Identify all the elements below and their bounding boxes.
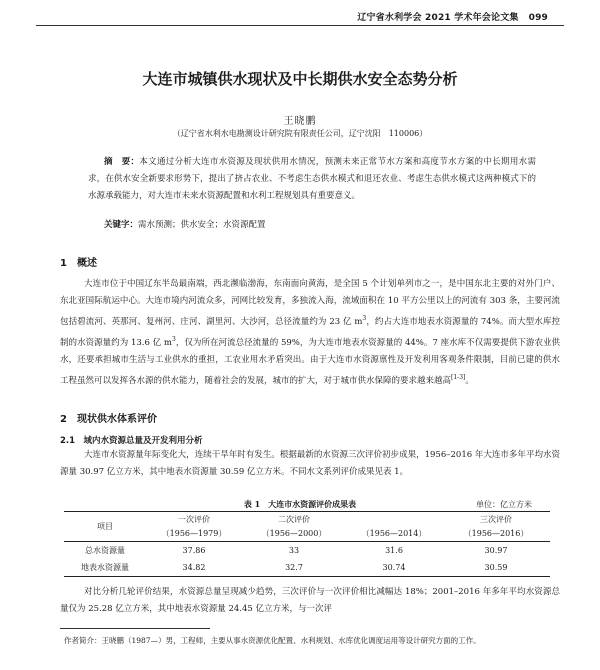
section-heading-overview: 1 概述 [60, 258, 97, 269]
overview-text-end: 。 [465, 375, 474, 386]
table-header-item: 项目 [64, 512, 146, 542]
paragraph-comparison: 对比分析几轮评价结果，水资源总量呈现减少趋势，三次评价与一次评价相比减幅达 18%；2001–2016 年多年平均水资源总量仅为 25.28 亿立方米，其中地表水资源量 24.45 亿立方米，与一次评 [60, 587, 560, 614]
keywords-label: 关键字： [104, 220, 139, 230]
section-heading-evaluation: 2 现状供水体系评价 [60, 414, 157, 425]
table-cell: 34.82 [146, 559, 242, 577]
table-col-header: 三次评价 [442, 512, 550, 527]
table-row [64, 559, 550, 577]
table-col-period: （1956—2000） [242, 526, 346, 542]
running-head [357, 10, 548, 23]
keywords-text: 需水预测；供水安全；水资源配置 [138, 220, 266, 230]
table-col-period: （1956—2016） [442, 526, 550, 542]
table-cell: 33 [288, 546, 300, 555]
abstract [88, 154, 536, 205]
table-caption: 表 1 大连市水资源评价成果表 [243, 499, 357, 509]
page-number: 099 [528, 13, 548, 23]
subsection-heading: 2.1 域内水资源总量及开发利用分析 [60, 436, 203, 446]
author-affiliation: （辽宁省水利水电勘测设计研究院有限责任公司，辽宁沈阳 110006） [172, 129, 428, 138]
table-cell: 30.59 [442, 559, 550, 577]
table-cell: 37.86 [182, 546, 206, 555]
table-col-header: 一次评价 [146, 512, 242, 527]
overview-text-a: 大连市位于中国辽东半岛最南端，西北濒临渤海，东南面向黄海，是全国 5 个计划单列市之一，是中国东北主要的对外门户、东北亚国际航运中心。大连市境内河流众多，河网比较发育，多独流入海，流域面积在 10 平方公里以上的河流有 303 条，主要河流包括碧流河、英那河、复州河、庄河、湖里河、大沙河，总径流量约为 23 亿 m [60, 279, 560, 327]
journal-name: 辽宁省水利学会 2021 学术年会论文集 [357, 13, 519, 23]
abstract-label: 摘 要： [104, 157, 140, 167]
author-footnote: 作者简介：王晓鹏（1987—）男，工程师，主要从事水资源优化配置、水利规划、水库优化调度运用等设计研究方面的工作。 [64, 636, 481, 645]
author-name: 王晓鹏 [283, 116, 317, 127]
paragraph-water-resources: 大连市水资源量年际变化大，连续干旱年时有发生。根据最新的水资源三次评价初步成果，1956–2016 年大连市多年平均水资源量 30.97 亿立方米，其中地表水资源量 30.59 亿立方米。不同水文系列评价成果见表 1。 [60, 450, 560, 477]
table-cell: 30.97 [484, 546, 508, 555]
unit-superscript: 3 [362, 315, 367, 322]
keywords [104, 218, 266, 230]
table-row-label: 地表水资源量 [64, 559, 146, 577]
table-col-header [346, 512, 442, 527]
table-col-period: （1956—1979） [146, 526, 242, 542]
table-row [64, 542, 550, 560]
table-cell: 31.6 [385, 546, 403, 555]
table-cell: 32.7 [242, 559, 346, 577]
citation-ref: [1-3] [451, 373, 466, 381]
header-rule [36, 25, 564, 26]
table-col-header: 二次评价 [242, 512, 346, 527]
paragraph-overview [60, 276, 560, 389]
overview-text-c: ，仅为所在河流总径流量的 59%，为大连市地表水资源量的 44%。7 座水库不仅需要提供下游农业供水，还要承担城市生活与工业供水的重担，工农业用水矛盾突出。由于大连市水资源禀性及开发利用客观条件限制，目前已建的供水工程虽然可以发挥各水源的供水能力，随着社会的发展，城市的扩大，对于城市供水保障的要求越来越高 [60, 337, 561, 386]
table-col-period: （1956—2014） [346, 526, 442, 542]
water-resources-table [64, 511, 550, 577]
table-row-label: 总水资源量 [85, 546, 125, 555]
unit-superscript: 3 [171, 335, 176, 343]
abstract-text: 本文通过分析大连市水资源及现状供用水情况，预测未来正常节水方案和高度节水方案的中长期用水需求，在供水安全新要求形势下，提出了挤占农业、不考虑生态供水模式和退还农业、考虑生态供水模式这两种模式下的水源承载能力，对大连市未来水资源配置和水利工程规划具有重要意义。 [88, 157, 536, 201]
footnote-rule [60, 628, 210, 629]
table-cell: 30.74 [346, 559, 442, 577]
paper-title: 大连市城镇供水现状及中长期供水安全态势分析 [142, 70, 458, 88]
overview-text-b: ，约占大连市地表水资源量的 74%。而大型水库控制的水资源量约为 13.6 亿 m [60, 316, 560, 348]
table-unit: 单位：亿立方米 [476, 500, 532, 509]
